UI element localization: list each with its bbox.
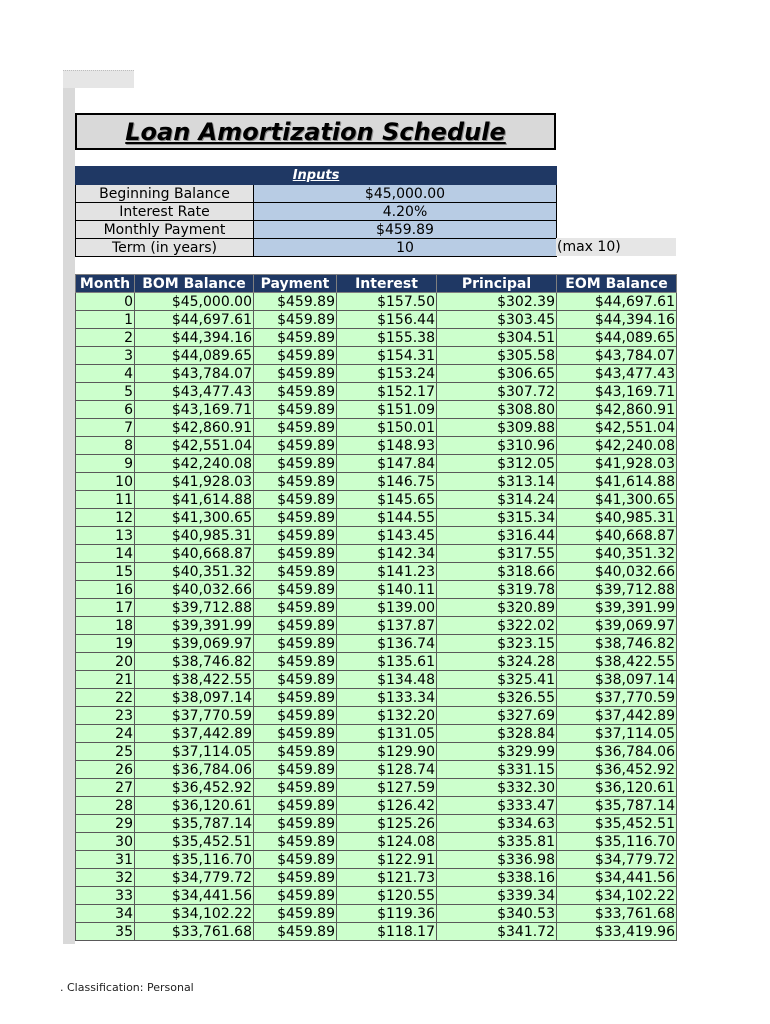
principal-cell: $340.53 (437, 905, 557, 923)
bom-balance-cell: $44,394.16 (135, 329, 254, 347)
interest-cell: $128.74 (337, 761, 437, 779)
interest-cell: $132.20 (337, 707, 437, 725)
month-cell: 7 (76, 419, 135, 437)
month-cell: 30 (76, 833, 135, 851)
table-row (76, 329, 677, 347)
bom-balance-cell: $40,985.31 (135, 527, 254, 545)
month-cell: 21 (76, 671, 135, 689)
interest-cell: $155.38 (337, 329, 437, 347)
interest-cell: $154.31 (337, 347, 437, 365)
eom-balance-cell: $42,551.04 (557, 419, 677, 437)
eom-balance-cell: $37,442.89 (557, 707, 677, 725)
month-cell: 20 (76, 653, 135, 671)
month-cell: 14 (76, 545, 135, 563)
column-header-bom-balance: BOM Balance (135, 275, 254, 293)
principal-cell: $324.28 (437, 653, 557, 671)
principal-cell: $305.58 (437, 347, 557, 365)
term-cell[interactable]: 10 (254, 239, 557, 257)
bom-balance-cell: $37,442.89 (135, 725, 254, 743)
interest-cell: $131.05 (337, 725, 437, 743)
table-row (76, 743, 677, 761)
eom-balance-cell: $43,169.71 (557, 383, 677, 401)
sheet-margin-strip (63, 88, 75, 944)
payment-cell: $459.89 (254, 509, 337, 527)
table-row (76, 563, 677, 581)
bom-balance-cell: $39,069.97 (135, 635, 254, 653)
table-row (76, 869, 677, 887)
bom-balance-cell: $34,779.72 (135, 869, 254, 887)
bom-balance-cell: $44,089.65 (135, 347, 254, 365)
table-row (76, 491, 677, 509)
eom-balance-cell: $41,928.03 (557, 455, 677, 473)
principal-cell: $326.55 (437, 689, 557, 707)
interest-cell: $122.91 (337, 851, 437, 869)
eom-balance-cell: $36,452.92 (557, 761, 677, 779)
interest-cell: $136.74 (337, 635, 437, 653)
payment-cell: $459.89 (254, 491, 337, 509)
eom-balance-cell: $35,116.70 (557, 833, 677, 851)
month-cell: 29 (76, 815, 135, 833)
bom-balance-cell: $41,928.03 (135, 473, 254, 491)
payment-cell: $459.89 (254, 383, 337, 401)
table-row (76, 707, 677, 725)
payment-cell: $459.89 (254, 869, 337, 887)
principal-cell: $335.81 (437, 833, 557, 851)
eom-balance-cell: $40,668.87 (557, 527, 677, 545)
principal-cell: $336.98 (437, 851, 557, 869)
payment-cell: $459.89 (254, 689, 337, 707)
principal-cell: $312.05 (437, 455, 557, 473)
month-cell: 4 (76, 365, 135, 383)
input-row-monthly-payment (76, 221, 557, 239)
principal-cell: $332.30 (437, 779, 557, 797)
month-cell: 18 (76, 617, 135, 635)
principal-cell: $304.51 (437, 329, 557, 347)
bom-balance-cell: $34,441.56 (135, 887, 254, 905)
input-row-beginning-balance (76, 185, 557, 203)
payment-cell: $459.89 (254, 599, 337, 617)
month-cell: 31 (76, 851, 135, 869)
eom-balance-cell: $36,784.06 (557, 743, 677, 761)
payment-cell: $459.89 (254, 581, 337, 599)
interest-cell: $139.00 (337, 599, 437, 617)
month-cell: 25 (76, 743, 135, 761)
interest-cell: $150.01 (337, 419, 437, 437)
payment-cell: $459.89 (254, 401, 337, 419)
bom-balance-cell: $43,784.07 (135, 365, 254, 383)
principal-cell: $333.47 (437, 797, 557, 815)
table-row (76, 725, 677, 743)
eom-balance-cell: $38,746.82 (557, 635, 677, 653)
bom-balance-cell: $35,787.14 (135, 815, 254, 833)
input-row-term (76, 239, 557, 257)
payment-cell: $459.89 (254, 563, 337, 581)
principal-cell: $302.39 (437, 293, 557, 311)
input-label: Monthly Payment (76, 221, 254, 239)
payment-cell: $459.89 (254, 617, 337, 635)
eom-balance-cell: $40,985.31 (557, 509, 677, 527)
bom-balance-cell: $36,120.61 (135, 797, 254, 815)
month-cell: 12 (76, 509, 135, 527)
month-cell: 9 (76, 455, 135, 473)
table-row (76, 851, 677, 869)
principal-cell: $338.16 (437, 869, 557, 887)
bom-balance-cell: $39,391.99 (135, 617, 254, 635)
month-cell: 13 (76, 527, 135, 545)
input-row-interest-rate (76, 203, 557, 221)
eom-balance-cell: $35,452.51 (557, 815, 677, 833)
column-header-payment: Payment (254, 275, 337, 293)
principal-cell: $316.44 (437, 527, 557, 545)
bom-balance-cell: $35,116.70 (135, 851, 254, 869)
eom-balance-cell: $41,614.88 (557, 473, 677, 491)
table-row (76, 599, 677, 617)
interest-cell: $133.34 (337, 689, 437, 707)
eom-balance-cell: $39,712.88 (557, 581, 677, 599)
table-row (76, 437, 677, 455)
interest-cell: $141.23 (337, 563, 437, 581)
principal-cell: $303.45 (437, 311, 557, 329)
interest-cell: $143.45 (337, 527, 437, 545)
table-row (76, 545, 677, 563)
table-row (76, 401, 677, 419)
month-cell: 23 (76, 707, 135, 725)
eom-balance-cell: $44,697.61 (557, 293, 677, 311)
principal-cell: $310.96 (437, 437, 557, 455)
bom-balance-cell: $44,697.61 (135, 311, 254, 329)
payment-cell: $459.89 (254, 761, 337, 779)
table-row (76, 581, 677, 599)
bom-balance-cell: $40,351.32 (135, 563, 254, 581)
month-cell: 6 (76, 401, 135, 419)
table-row (76, 833, 677, 851)
eom-balance-cell: $33,761.68 (557, 905, 677, 923)
column-header-eom-balance: EOM Balance (557, 275, 677, 293)
table-row (76, 671, 677, 689)
month-cell: 16 (76, 581, 135, 599)
payment-cell: $459.89 (254, 293, 337, 311)
bom-balance-cell: $35,452.51 (135, 833, 254, 851)
principal-cell: $307.72 (437, 383, 557, 401)
month-cell: 32 (76, 869, 135, 887)
bom-balance-cell: $42,551.04 (135, 437, 254, 455)
column-header-interest: Interest (337, 275, 437, 293)
table-row (76, 311, 677, 329)
table-row (76, 455, 677, 473)
month-cell: 5 (76, 383, 135, 401)
eom-balance-cell: $43,477.43 (557, 365, 677, 383)
interest-cell: $151.09 (337, 401, 437, 419)
table-row (76, 365, 677, 383)
payment-cell: $459.89 (254, 419, 337, 437)
table-row (76, 617, 677, 635)
bom-balance-cell: $33,761.68 (135, 923, 254, 941)
month-cell: 10 (76, 473, 135, 491)
principal-cell: $323.15 (437, 635, 557, 653)
interest-cell: $124.08 (337, 833, 437, 851)
bom-balance-cell: $37,770.59 (135, 707, 254, 725)
interest-cell: $156.44 (337, 311, 437, 329)
principal-cell: $331.15 (437, 761, 557, 779)
payment-cell: $459.89 (254, 329, 337, 347)
interest-cell: $148.93 (337, 437, 437, 455)
payment-cell: $459.89 (254, 887, 337, 905)
month-cell: 15 (76, 563, 135, 581)
payment-cell: $459.89 (254, 743, 337, 761)
input-label: Beginning Balance (76, 185, 254, 203)
eom-balance-cell: $35,787.14 (557, 797, 677, 815)
interest-cell: $144.55 (337, 509, 437, 527)
interest-cell: $134.48 (337, 671, 437, 689)
bom-balance-cell: $42,860.91 (135, 419, 254, 437)
month-cell: 35 (76, 923, 135, 941)
interest-cell: $137.87 (337, 617, 437, 635)
table-row (76, 419, 677, 437)
payment-cell: $459.89 (254, 635, 337, 653)
eom-balance-cell: $39,069.97 (557, 617, 677, 635)
month-cell: 24 (76, 725, 135, 743)
eom-balance-cell: $40,351.32 (557, 545, 677, 563)
principal-cell: $334.63 (437, 815, 557, 833)
bom-balance-cell: $43,169.71 (135, 401, 254, 419)
table-row (76, 923, 677, 941)
interest-cell: $140.11 (337, 581, 437, 599)
eom-balance-cell: $34,779.72 (557, 851, 677, 869)
column-header-principal: Principal (437, 275, 557, 293)
payment-cell: $459.89 (254, 905, 337, 923)
table-row (76, 383, 677, 401)
eom-balance-cell: $37,770.59 (557, 689, 677, 707)
bom-balance-cell: $38,746.82 (135, 653, 254, 671)
table-row (76, 293, 677, 311)
principal-cell: $328.84 (437, 725, 557, 743)
bom-balance-cell: $45,000.00 (135, 293, 254, 311)
principal-cell: $325.41 (437, 671, 557, 689)
eom-balance-cell: $38,422.55 (557, 653, 677, 671)
interest-cell: $135.61 (337, 653, 437, 671)
principal-cell: $322.02 (437, 617, 557, 635)
payment-cell: $459.89 (254, 725, 337, 743)
interest-cell: $118.17 (337, 923, 437, 941)
inputs-header: Inputs (76, 167, 557, 185)
table-row (76, 887, 677, 905)
inputs-header-row (76, 167, 557, 185)
payment-cell: $459.89 (254, 923, 337, 941)
payment-cell: $459.89 (254, 545, 337, 563)
table-row (76, 905, 677, 923)
table-row (76, 473, 677, 491)
eom-balance-cell: $33,419.96 (557, 923, 677, 941)
principal-cell: $314.24 (437, 491, 557, 509)
payment-cell: $459.89 (254, 455, 337, 473)
table-row (76, 779, 677, 797)
eom-balance-cell: $42,240.08 (557, 437, 677, 455)
interest-cell: $153.24 (337, 365, 437, 383)
month-cell: 27 (76, 779, 135, 797)
payment-cell: $459.89 (254, 365, 337, 383)
classification-footer: . Classification: Personal (60, 981, 194, 994)
principal-cell: $313.14 (437, 473, 557, 491)
interest-cell: $125.26 (337, 815, 437, 833)
title-box (75, 113, 556, 150)
month-cell: 11 (76, 491, 135, 509)
interest-cell: $157.50 (337, 293, 437, 311)
schedule-body (76, 293, 677, 941)
month-cell: 0 (76, 293, 135, 311)
bom-balance-cell: $34,102.22 (135, 905, 254, 923)
column-header-month: Month (76, 275, 135, 293)
bom-balance-cell: $36,784.06 (135, 761, 254, 779)
principal-cell: $308.80 (437, 401, 557, 419)
input-label: Interest Rate (76, 203, 254, 221)
month-cell: 22 (76, 689, 135, 707)
eom-balance-cell: $36,120.61 (557, 779, 677, 797)
payment-cell: $459.89 (254, 833, 337, 851)
interest-cell: $119.36 (337, 905, 437, 923)
interest-cell: $146.75 (337, 473, 437, 491)
table-row (76, 797, 677, 815)
interest-cell: $145.65 (337, 491, 437, 509)
monthly-payment-cell[interactable]: $459.89 (254, 221, 557, 239)
table-row (76, 635, 677, 653)
principal-cell: $320.89 (437, 599, 557, 617)
bom-balance-cell: $41,614.88 (135, 491, 254, 509)
bom-balance-cell: $39,712.88 (135, 599, 254, 617)
eom-balance-cell: $44,394.16 (557, 311, 677, 329)
table-row (76, 347, 677, 365)
interest-cell: $147.84 (337, 455, 437, 473)
bom-balance-cell: $41,300.65 (135, 509, 254, 527)
table-row (76, 527, 677, 545)
interest-cell: $127.59 (337, 779, 437, 797)
bom-balance-cell: $37,114.05 (135, 743, 254, 761)
principal-cell: $309.88 (437, 419, 557, 437)
principal-cell: $319.78 (437, 581, 557, 599)
input-label: Term (in years) (76, 239, 254, 257)
eom-balance-cell: $44,089.65 (557, 329, 677, 347)
table-row (76, 689, 677, 707)
table-row (76, 761, 677, 779)
principal-cell: $306.65 (437, 365, 557, 383)
term-max-note: (max 10) (556, 238, 676, 256)
eom-balance-cell: $34,102.22 (557, 887, 677, 905)
eom-balance-cell: $38,097.14 (557, 671, 677, 689)
payment-cell: $459.89 (254, 311, 337, 329)
bom-balance-cell: $38,422.55 (135, 671, 254, 689)
payment-cell: $459.89 (254, 527, 337, 545)
bom-balance-cell: $43,477.43 (135, 383, 254, 401)
payment-cell: $459.89 (254, 815, 337, 833)
interest-cell: $126.42 (337, 797, 437, 815)
principal-cell: $329.99 (437, 743, 557, 761)
bom-balance-cell: $40,032.66 (135, 581, 254, 599)
principal-cell: $327.69 (437, 707, 557, 725)
month-cell: 1 (76, 311, 135, 329)
interest-cell: $129.90 (337, 743, 437, 761)
month-cell: 26 (76, 761, 135, 779)
bom-balance-cell: $40,668.87 (135, 545, 254, 563)
principal-cell: $315.34 (437, 509, 557, 527)
principal-cell: $317.55 (437, 545, 557, 563)
beginning-balance-cell[interactable]: $45,000.00 (254, 185, 557, 203)
payment-cell: $459.89 (254, 671, 337, 689)
month-cell: 34 (76, 905, 135, 923)
principal-cell: $339.34 (437, 887, 557, 905)
bom-balance-cell: $42,240.08 (135, 455, 254, 473)
interest-cell: $142.34 (337, 545, 437, 563)
eom-balance-cell: $43,784.07 (557, 347, 677, 365)
amortization-table (75, 274, 677, 941)
inputs-table (75, 166, 557, 257)
bom-balance-cell: $36,452.92 (135, 779, 254, 797)
eom-balance-cell: $42,860.91 (557, 401, 677, 419)
page-title: Loan Amortization Schedule (125, 117, 506, 146)
interest-cell: $152.17 (337, 383, 437, 401)
payment-cell: $459.89 (254, 437, 337, 455)
interest-cell: $120.55 (337, 887, 437, 905)
sheet-margin-tab (63, 70, 134, 88)
payment-cell: $459.89 (254, 653, 337, 671)
payment-cell: $459.89 (254, 473, 337, 491)
eom-balance-cell: $37,114.05 (557, 725, 677, 743)
month-cell: 17 (76, 599, 135, 617)
month-cell: 28 (76, 797, 135, 815)
interest-rate-cell[interactable]: 4.20% (254, 203, 557, 221)
schedule-header-row (76, 275, 677, 293)
eom-balance-cell: $34,441.56 (557, 869, 677, 887)
month-cell: 33 (76, 887, 135, 905)
bom-balance-cell: $38,097.14 (135, 689, 254, 707)
table-row (76, 509, 677, 527)
eom-balance-cell: $39,391.99 (557, 599, 677, 617)
month-cell: 19 (76, 635, 135, 653)
payment-cell: $459.89 (254, 851, 337, 869)
month-cell: 8 (76, 437, 135, 455)
payment-cell: $459.89 (254, 779, 337, 797)
interest-cell: $121.73 (337, 869, 437, 887)
table-row (76, 653, 677, 671)
eom-balance-cell: $40,032.66 (557, 563, 677, 581)
principal-cell: $341.72 (437, 923, 557, 941)
payment-cell: $459.89 (254, 797, 337, 815)
eom-balance-cell: $41,300.65 (557, 491, 677, 509)
table-row (76, 815, 677, 833)
month-cell: 2 (76, 329, 135, 347)
payment-cell: $459.89 (254, 707, 337, 725)
principal-cell: $318.66 (437, 563, 557, 581)
payment-cell: $459.89 (254, 347, 337, 365)
month-cell: 3 (76, 347, 135, 365)
